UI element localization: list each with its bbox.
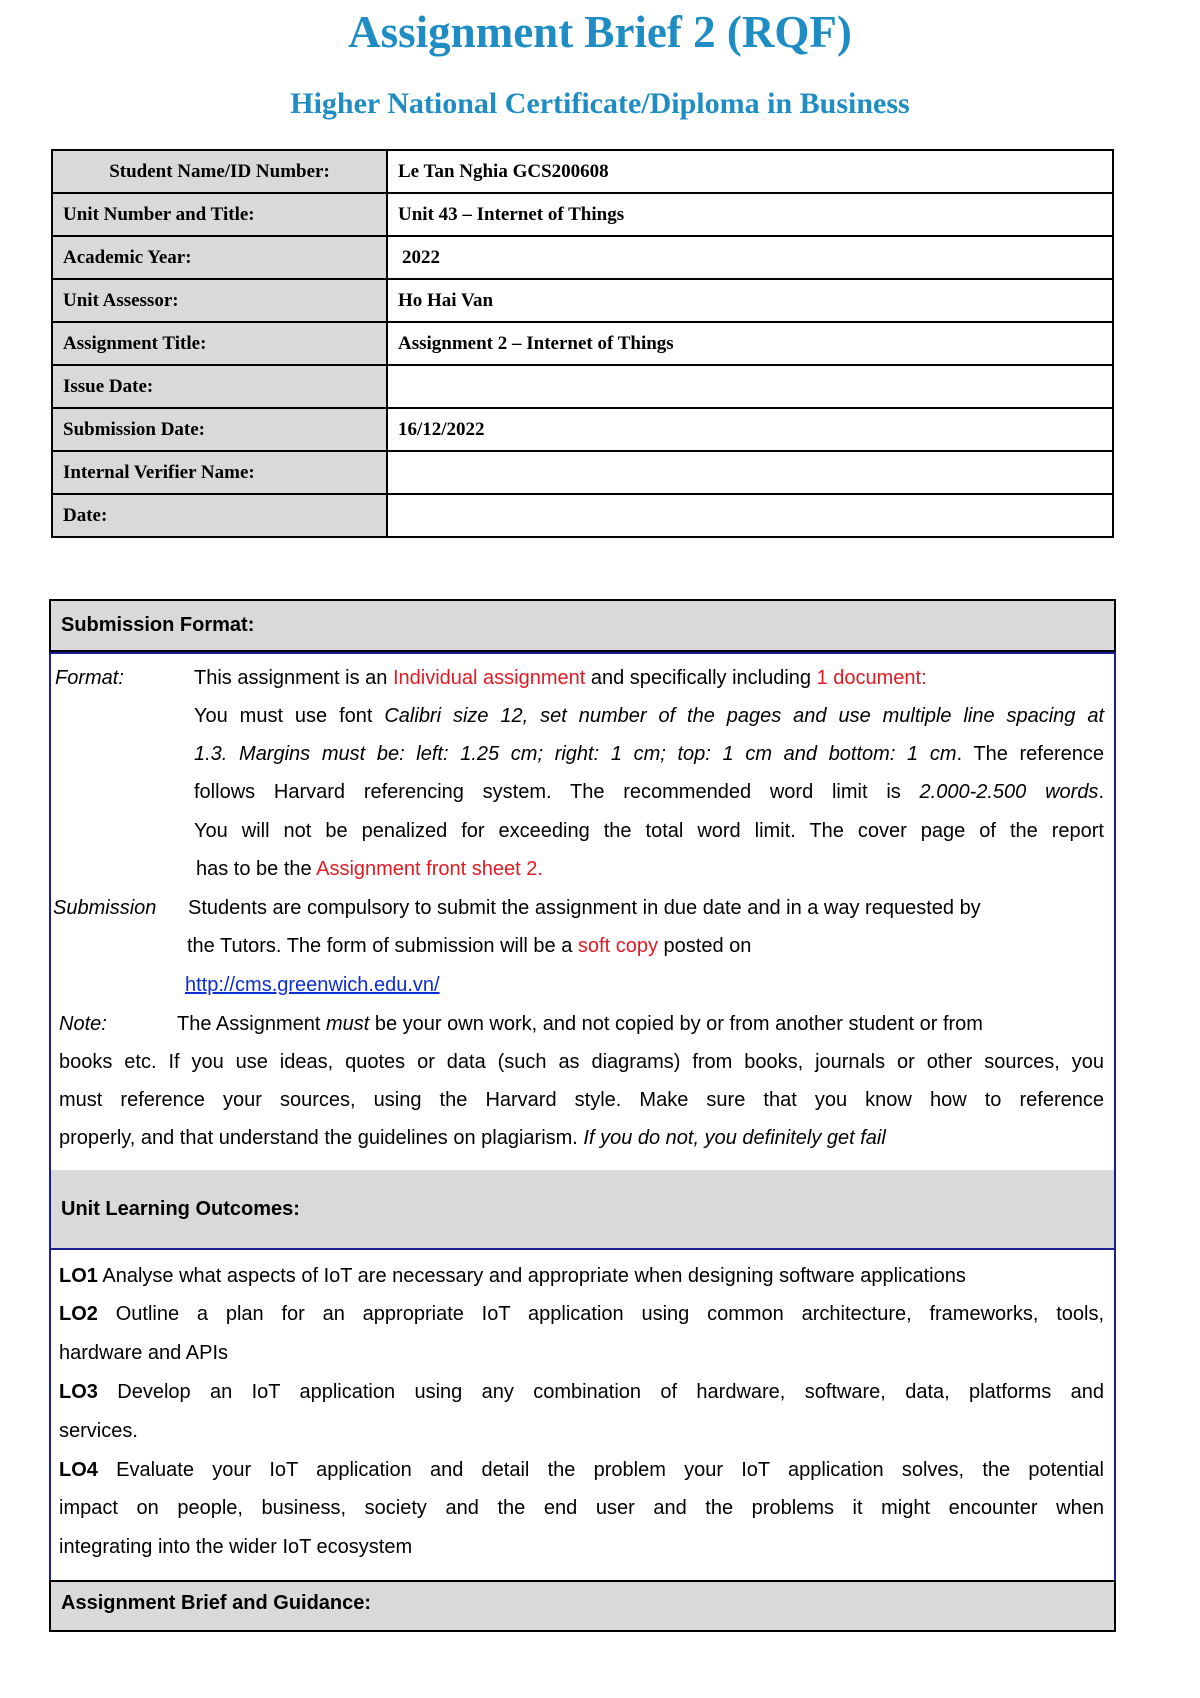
assignment-brief-section [49, 1580, 1116, 1632]
student-name-value: Le Tan Nghia GCS200608 [387, 150, 1113, 193]
lo3-line-2: services. [59, 1420, 138, 1442]
note-line-2: books etc. If you use ideas, quotes or data (such as diagrams) from books, journals or other sources, you [59, 1051, 1104, 1073]
table-row [52, 451, 1113, 494]
table-row [52, 494, 1113, 537]
lo2-line-1: LO2 Outline a plan for an appropriate IoT application using common architecture, frameworks, tools, [59, 1303, 1104, 1325]
unit-assessor-label: Unit Assessor: [52, 279, 387, 322]
lo4-line-3: integrating into the wider IoT ecosystem [59, 1536, 413, 1558]
info-table [51, 149, 1114, 538]
assignment-title-value: Assignment 2 – Internet of Things [387, 322, 1113, 365]
internal-verifier-value [387, 451, 1113, 494]
submission-date-label: Submission Date: [52, 408, 387, 451]
learning-outcomes-heading: Unit Learning Outcomes: [49, 1170, 1116, 1250]
assignment-title-label: Assignment Title: [52, 322, 387, 365]
page-subtitle: Higher National Certificate/Diploma in Business [290, 87, 910, 120]
submission-format-section [49, 599, 1116, 1172]
note-line-3: must reference your sources, using the Harvard style. Make sure that you know how to reference [59, 1089, 1104, 1111]
learning-outcomes-body [49, 1250, 1116, 1580]
lo4-line-1: LO4 Evaluate your IoT application and detail the problem your IoT application solves, the potential [59, 1459, 1104, 1481]
submission-format-heading: Submission Format: [49, 599, 1116, 652]
submission-line-1: Students are compulsory to submit the assignment in due date and in a way requested by [188, 897, 981, 919]
submission-link-line [185, 973, 440, 997]
unit-assessor-value: Ho Hai Van [387, 279, 1113, 322]
table-row [52, 236, 1113, 279]
format-line-5: You will not be penalized for exceeding the total word limit. The cover page of the report [194, 820, 1104, 842]
note-line-4: properly, and that understand the guidelines on plagiarism. If you do not, you definitely get fail [59, 1127, 886, 1149]
table-row [52, 408, 1113, 451]
lo4-line-2: impact on people, business, society and the end user and the problems it might encounter when [59, 1497, 1104, 1519]
lo1-line-1: LO1 Analyse what aspects of IoT are necessary and appropriate when designing software applications [59, 1265, 966, 1287]
format-line-3: 1.3. Margins must be: left: 1.25 cm; right: 1 cm; top: 1 cm and bottom: 1 cm. The reference [194, 743, 1105, 765]
academic-year-label: Academic Year: [52, 236, 387, 279]
submission-line-2: the Tutors. The form of submission will be a soft copy posted on [187, 935, 752, 957]
date-value [387, 494, 1113, 537]
table-row [52, 150, 1113, 193]
submission-date-value: 16/12/2022 [387, 408, 1113, 451]
learning-outcomes-section [49, 1170, 1116, 1580]
table-row [52, 193, 1113, 236]
assignment-brief-heading: Assignment Brief and Guidance: [49, 1580, 1116, 1632]
note-label: Note: [59, 1013, 107, 1035]
issue-date-label: Issue Date: [52, 365, 387, 408]
internal-verifier-label: Internal Verifier Name: [52, 451, 387, 494]
format-line-2: You must use font Calibri size 12, set number of the pages and use multiple line spacing at [194, 705, 1105, 727]
student-name-label: Student Name/ID Number: [52, 150, 387, 193]
academic-year-value: 2022 [387, 236, 1113, 279]
format-line-6: has to be the Assignment front sheet 2. [196, 858, 543, 880]
note-line-1: The Assignment must be your own work, and not copied by or from another student or from [177, 1013, 983, 1035]
issue-date-value [387, 365, 1113, 408]
lo3-line-1: LO3 Develop an IoT application using any combination of hardware, software, data, platforms and [59, 1381, 1104, 1403]
table-row [52, 365, 1113, 408]
table-row [52, 322, 1113, 365]
format-line-4: follows Harvard referencing system. The recommended word limit is 2.000-2.500 words. [194, 781, 1104, 803]
submission-label: Submission [53, 897, 157, 919]
submission-format-body [49, 652, 1116, 1172]
date-label: Date: [52, 494, 387, 537]
table-row [52, 279, 1113, 322]
page-title: Assignment Brief 2 (RQF) [348, 7, 852, 57]
unit-title-value: Unit 43 – Internet of Things [387, 193, 1113, 236]
format-label: Format: [55, 667, 124, 689]
cms-link[interactable]: http://cms.greenwich.edu.vn/ [185, 974, 440, 996]
lo2-line-2: hardware and APIs [59, 1342, 228, 1364]
unit-title-label: Unit Number and Title: [52, 193, 387, 236]
format-line-1: This assignment is an Individual assignment and specifically including 1 document: [194, 667, 927, 689]
